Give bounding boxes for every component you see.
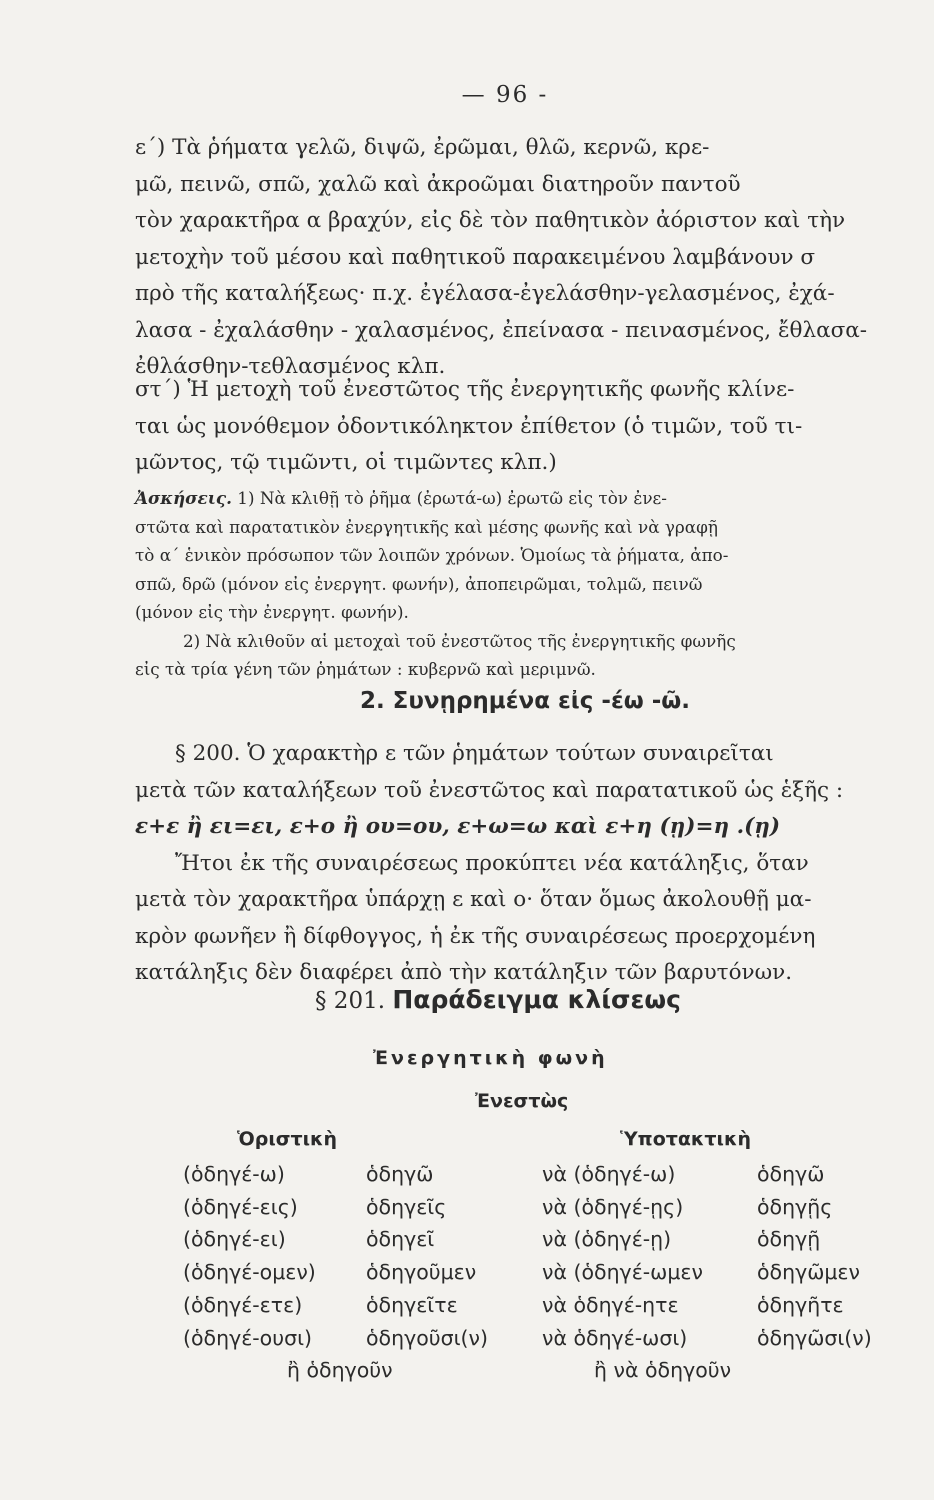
paragraph-number: § 201. bbox=[315, 988, 386, 1014]
section-title: 2. Συνῃρημένα εἰς -έω -ῶ. bbox=[359, 688, 691, 714]
subjunctive-contracted-column bbox=[757, 1158, 872, 1354]
form-cell: ὁδηγῆτε bbox=[757, 1292, 844, 1317]
form-cell: ὁδηγῇ bbox=[757, 1227, 821, 1252]
form-cell: ὁδηγῶ bbox=[366, 1162, 434, 1186]
form-cell: ὁδηγῶ bbox=[757, 1162, 825, 1186]
text-line: τὸν χαρακτῆρα α βραχύν, εἰς δὲ τὸν παθητικὸν ἀόριστον καὶ τὴν bbox=[135, 208, 846, 233]
voice-title: Ἐνεργητικὴ φωνὴ bbox=[373, 1047, 608, 1069]
exercise-line: 2) Νὰ κλιθοῦν αἱ μετοχαὶ τοῦ ἐνεστῶτος τῆς ἐνεργητικῆς φωνῆς bbox=[183, 630, 736, 651]
form-cell: (ὁδηγέ-ετε) bbox=[183, 1292, 303, 1317]
exercise-line bbox=[135, 484, 895, 513]
text-line: § 200. Ὁ χαρακτὴρ ε τῶν ῥημάτων τούτων συναιρεῖται bbox=[175, 741, 774, 766]
exercise-line: εἰς τὰ τρία γένη τῶν ῥημάτων : κυβερνῶ καὶ μεριμνῶ. bbox=[135, 659, 596, 679]
form-cell: (ὁδηγέ-ει) bbox=[183, 1227, 286, 1252]
form-cell: ὁδηγῶσι(ν) bbox=[757, 1325, 872, 1350]
exercise-line: (μόνον εἰς τὴν ἐνεργητ. φωνήν). bbox=[135, 602, 409, 622]
form-cell: ὁδηγοῦμεν bbox=[366, 1260, 477, 1285]
paragraph-st bbox=[135, 372, 895, 482]
exercises bbox=[135, 484, 895, 684]
text-line: λασα - ἐχαλάσθην - χαλασμένος, ἐπείνασα - πεινασμένος, ἔθλασα- bbox=[135, 317, 868, 343]
form-cell: ὁδηγεῖτε bbox=[366, 1292, 458, 1317]
text-line: μετοχὴν τοῦ μέσου καὶ παθητικοῦ παρακειμένου λαμβάνουν σ bbox=[135, 244, 816, 270]
exercise-line: τὸ α΄ ἑνικὸν πρόσωπον τῶν λοιπῶν χρόνων. Ὁμοίως τὰ ῥήματα, ἀπο- bbox=[135, 545, 729, 565]
text-line: μετὰ τῶν καταλήξεων τοῦ ἐνεστῶτος καὶ παρατατικοῦ ὡς ἑξῆς : bbox=[135, 777, 844, 803]
form-cell: νὰ (ὁδηγέ-ῃς) bbox=[542, 1194, 684, 1219]
paragraph-e bbox=[135, 130, 895, 386]
text-line: πρὸ τῆς καταλήξεως· π.χ. ἐγέλασα-ἐγελάσθην-γελασμένος, ἐχά- bbox=[135, 281, 835, 306]
form-cell: νὰ ὁδηγέ-ητε bbox=[542, 1292, 679, 1317]
form-cell: νὰ (ὁδηγέ-ῃ) bbox=[542, 1227, 672, 1252]
text-line: μῶντος, τῷ τιμῶντι, οἱ τιμῶντες κλπ.) bbox=[135, 450, 557, 475]
form-cell: ὁδηγῶμεν bbox=[757, 1260, 860, 1285]
form-cell: ὁδηγῇς bbox=[757, 1194, 833, 1219]
text-line: κατάληξις δὲν διαφέρει ἀπὸ τὴν κατάληξιν τῶν βαρυτόνων. bbox=[135, 960, 793, 985]
form-cell: νὰ (ὁδηγέ-ωμεν bbox=[542, 1260, 703, 1285]
paragraph-200 bbox=[135, 736, 895, 992]
text-line: κρὸν φωνῆεν ἢ δίφθογγος, ἡ ἐκ τῆς συναιρέσεως προερχομένη bbox=[135, 923, 816, 949]
subjunctive-title: Ὑποτακτικὴ bbox=[620, 1128, 751, 1150]
text-line: στ΄) Ἡ μετοχὴ τοῦ ἐνεστῶτος τῆς ἐνεργητικῆς φωνῆς κλίνε- bbox=[135, 377, 795, 402]
exercise-line: στῶτα καὶ παρατατικὸν ἐνεργητικῆς καὶ μέσης φωνῆς καὶ νὰ γραφῇ bbox=[135, 516, 718, 537]
text-line: μετὰ τὸν χαρακτῆρα ὑπάρχῃ ε καὶ ο· ὅταν ὅμως ἀκολουθῇ μα- bbox=[135, 887, 812, 912]
page-number: — 96 - bbox=[461, 82, 549, 108]
subjunctive-alternative: ἢ νὰ ὁδηγοῦν bbox=[594, 1358, 732, 1382]
paragraph-201-heading bbox=[315, 985, 681, 1014]
text-line: ε΄) Τὰ ῥήματα γελῶ, διψῶ, ἐρῶμαι, θλῶ, κερνῶ, κρε- bbox=[135, 135, 710, 160]
form-cell: (ὁδηγέ-εις) bbox=[183, 1194, 298, 1219]
indicative-alternative: ἢ ὁδηγοῦν bbox=[287, 1358, 393, 1382]
form-cell: νὰ (ὁδηγέ-ω) bbox=[542, 1162, 676, 1186]
form-cell: ὁδηγεῖ bbox=[366, 1227, 435, 1252]
indicative-uncontracted-column bbox=[183, 1158, 316, 1354]
indicative-contracted-column bbox=[366, 1158, 488, 1354]
paradigm-title: Παράδειγμα κλίσεως bbox=[392, 985, 681, 1014]
form-cell: (ὁδηγέ-ω) bbox=[183, 1162, 285, 1186]
indicative-title: Ὁριστικὴ bbox=[237, 1128, 338, 1150]
form-cell: (ὁδηγέ-ομεν) bbox=[183, 1260, 316, 1285]
tense-title: Ἐνεστὼς bbox=[475, 1090, 569, 1112]
subjunctive-uncontracted-column bbox=[542, 1158, 703, 1354]
form-cell: (ὁδηγέ-ουσι) bbox=[183, 1325, 313, 1350]
text-line: Ἤτοι ἐκ τῆς συναιρέσεως προκύπτει νέα κατάληξις, ὅταν bbox=[175, 850, 809, 876]
text-line: ἐθλάσθην-τεθλασμένος κλπ. bbox=[135, 354, 446, 379]
exercise-text: 1) Νὰ κλιθῇ τὸ ῥῆμα (ἐρωτά-ω) ἐρωτῶ εἰς τὸν ἐνε- bbox=[237, 488, 667, 508]
text-line: μῶ, πεινῶ, σπῶ, χαλῶ καὶ ἀκροῶμαι διατηροῦν παντοῦ bbox=[135, 171, 741, 197]
exercise-line: σπῶ, δρῶ (μόνον εἰς ἐνεργητ. φωνήν), ἀποπειρῶμαι, τολμῶ, πεινῶ bbox=[135, 573, 703, 594]
exercises-label: Ἀσκήσεις. bbox=[135, 488, 232, 508]
form-cell: νὰ ὁδηγέ-ωσι) bbox=[542, 1325, 688, 1350]
form-cell: ὁδηγεῖς bbox=[366, 1194, 447, 1219]
contraction-rules: ε+ε ἢ ει=ει, ε+ο ἢ ου=ου, ε+ω=ω καὶ ε+η (ῃ)=η .(ῃ) bbox=[135, 814, 781, 839]
form-cell: ὁδηγοῦσι(ν) bbox=[366, 1325, 488, 1350]
text-line: ται ὡς μονόθεμον ὀδοντικόληκτον ἐπίθετον (ὁ τιμῶν, τοῦ τι- bbox=[135, 413, 803, 439]
